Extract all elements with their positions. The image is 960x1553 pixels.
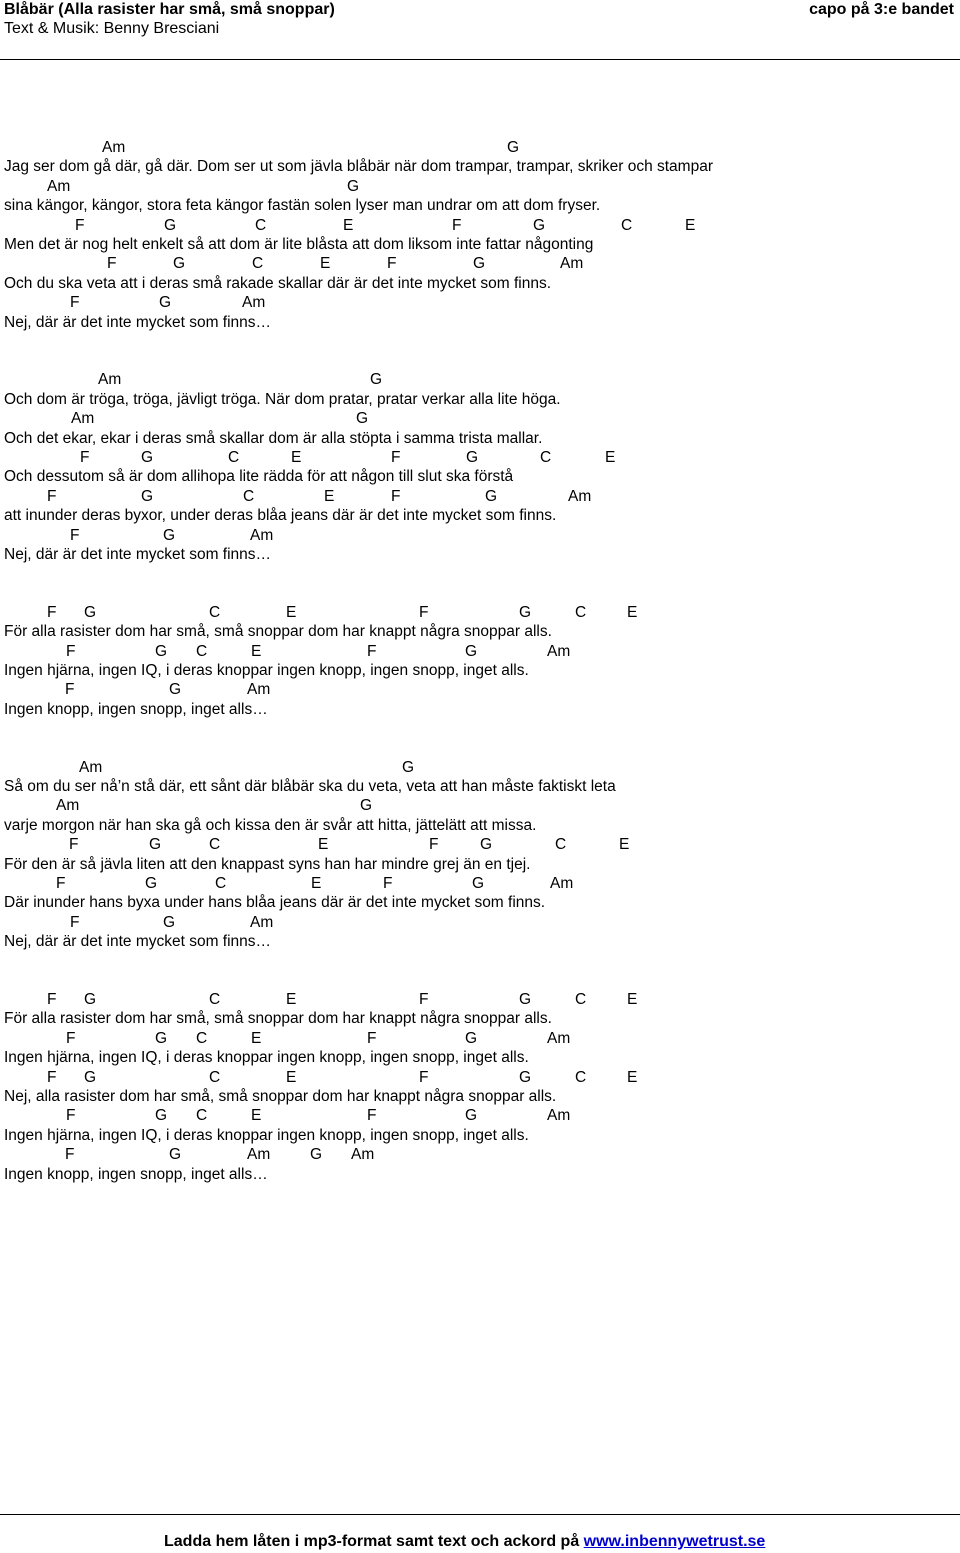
song-title: Blåbär (Alla rasister har små, små snoppar)	[4, 1, 335, 18]
chord: G	[169, 681, 182, 699]
chord-line	[4, 1068, 956, 1087]
chord: F	[66, 1029, 76, 1047]
lyric-line: Nej, där är det inte mycket som finns…	[4, 933, 272, 951]
chord: E	[286, 1068, 297, 1086]
chord: G	[141, 449, 154, 466]
website-link[interactable]: www.inbennywetrust.se	[583, 1533, 766, 1550]
chord: G	[533, 216, 546, 234]
chord: G	[145, 875, 158, 892]
chord: Am	[247, 1146, 271, 1164]
chord: F	[47, 1068, 57, 1086]
chord: F	[47, 603, 57, 621]
chord: G	[155, 642, 168, 660]
lyric-line: Ingen knopp, ingen snopp, inget alls…	[4, 1165, 268, 1183]
chord: G	[155, 1107, 168, 1125]
chord: F	[391, 449, 401, 466]
chord: E	[251, 1029, 262, 1047]
chord: F	[47, 991, 57, 1008]
chord: C	[209, 603, 221, 621]
chord-line	[4, 1145, 956, 1164]
lyric-line: Och dom är tröga, tröga, jävligt tröga. När dom pratar, pratar verkar alla lite höga.	[4, 390, 561, 408]
chord: E	[286, 603, 297, 621]
chord-line	[4, 487, 956, 506]
chord: Am	[250, 913, 274, 931]
chord: E	[627, 1068, 638, 1086]
chord: F	[70, 294, 80, 312]
chord: F	[419, 991, 429, 1008]
chord: C	[575, 1068, 587, 1086]
chord: G	[84, 603, 97, 621]
chord: C	[540, 449, 552, 466]
chord-line	[4, 603, 956, 622]
chord: G	[169, 1146, 182, 1164]
chord: E	[343, 216, 354, 234]
chord: F	[429, 836, 439, 854]
chord: Am	[250, 526, 274, 544]
lyric-line: Och du ska veta att i deras små rakade skallar där är det inte mycket som finns.	[4, 274, 552, 292]
chord: Am	[71, 410, 95, 428]
chord-line	[4, 758, 956, 777]
lyric-line: För alla rasister dom har små, små snoppar dom har knappt några snoppar alls.	[4, 1010, 552, 1028]
chord: F	[452, 216, 462, 234]
chord: G	[466, 449, 479, 466]
chord: G	[84, 1068, 97, 1086]
chord: Am	[47, 177, 71, 195]
footer-divider	[0, 1514, 960, 1515]
chord: E	[619, 836, 630, 854]
chord-line	[4, 1106, 956, 1125]
chord-line	[4, 177, 956, 196]
chord: C	[196, 642, 208, 660]
chord: G	[465, 1029, 478, 1047]
chord: Am	[547, 642, 571, 660]
chord-line	[4, 526, 956, 545]
chord: G	[347, 177, 360, 195]
chord: F	[391, 487, 401, 505]
chord: G	[465, 1107, 478, 1125]
chord: G	[519, 991, 532, 1008]
chord: F	[56, 875, 66, 892]
chord: E	[320, 255, 331, 273]
chord: Am	[550, 875, 574, 892]
chord: Am	[102, 139, 126, 156]
chord: Am	[351, 1146, 375, 1164]
lyric-line: För den är så jävla liten att den knappast syns han har mindre grej än en tjej.	[4, 855, 531, 873]
chord: G	[519, 603, 532, 621]
footer-text: Ladda hem låten i mp3-format samt text och ackord på	[164, 1533, 584, 1550]
chord: F	[47, 487, 57, 505]
chord: G	[141, 487, 154, 505]
chord-line	[4, 1029, 956, 1048]
chord: G	[356, 410, 369, 428]
chord: C	[575, 603, 587, 621]
chord: Am	[56, 797, 80, 815]
chord: G	[149, 836, 162, 854]
chord: F	[65, 681, 75, 699]
chord: F	[419, 1068, 429, 1086]
footer	[164, 1532, 765, 1551]
chord: F	[367, 1107, 377, 1125]
chord: C	[209, 836, 221, 854]
chord: F	[419, 603, 429, 621]
chord: E	[251, 1107, 262, 1125]
chord: Am	[242, 294, 266, 312]
lyric-line: Ingen hjärna, ingen IQ, i deras knoppar ingen knopp, ingen snopp, inget alls.	[4, 1049, 529, 1067]
chord: F	[66, 642, 76, 660]
chord: Am	[79, 758, 103, 776]
chord: F	[65, 1146, 75, 1164]
chord: C	[228, 449, 240, 466]
lyric-line: Där inunder hans byxa under hans blåa jeans där är det inte mycket som finns.	[4, 894, 546, 912]
lyric-line: För alla rasister dom har små, små snoppar dom har knappt några snoppar alls.	[4, 623, 552, 641]
chord: F	[80, 449, 90, 466]
chord-line	[4, 216, 956, 235]
chord: G	[402, 758, 415, 776]
chord: C	[243, 487, 255, 505]
chord: Am	[568, 487, 592, 505]
chord: G	[173, 255, 186, 273]
chord-line	[4, 254, 956, 273]
chord: E	[324, 487, 335, 505]
chord: G	[370, 371, 383, 389]
lyric-line: Ingen knopp, ingen snopp, inget alls…	[4, 700, 268, 718]
capo-note: capo på 3:e bandet	[809, 1, 954, 18]
lyric-line: varje morgon när han ska gå och kissa den är svår att hitta, jättelätt att missa.	[4, 816, 537, 834]
lyric-line: Och det ekar, ekar i deras små skallar dom är alla stöpta i samma trista mallar.	[4, 429, 543, 447]
chord-line	[4, 409, 956, 428]
chord: G	[473, 255, 486, 273]
chord: Am	[98, 371, 122, 389]
chord: G	[480, 836, 493, 854]
chord-line	[4, 835, 956, 854]
chord: C	[209, 1068, 221, 1086]
chord: G	[155, 1029, 168, 1047]
chord-line	[4, 990, 956, 1009]
chord: C	[555, 836, 567, 854]
chord: E	[605, 449, 616, 466]
chord: E	[251, 642, 262, 660]
chord: F	[75, 216, 85, 234]
chord: G	[164, 216, 177, 234]
chord: F	[387, 255, 397, 273]
chord: C	[196, 1107, 208, 1125]
chord: G	[159, 294, 172, 312]
chord: Am	[247, 681, 271, 699]
chord: G	[465, 642, 478, 660]
chord: E	[311, 875, 322, 892]
lyric-line: Nej, alla rasister dom har små, små snoppar dom har knappt några snoppar alls.	[4, 1088, 557, 1105]
chord: F	[70, 526, 80, 544]
lyric-line: Nej, där är det inte mycket som finns…	[4, 546, 272, 563]
chord: G	[472, 875, 485, 892]
chord: F	[367, 642, 377, 660]
chord: C	[209, 991, 221, 1008]
header-divider	[0, 59, 960, 60]
lyric-line: Ingen hjärna, ingen IQ, i deras knoppar ingen knopp, ingen snopp, inget alls.	[4, 662, 529, 679]
chord: Am	[560, 255, 584, 273]
chord: G	[507, 139, 520, 156]
chord: C	[215, 875, 227, 892]
lyric-line: Nej, där är det inte mycket som finns…	[4, 313, 272, 331]
chord: G	[163, 526, 176, 544]
chord: E	[291, 449, 302, 466]
chord: F	[69, 836, 79, 854]
chord-line	[4, 796, 956, 815]
lyric-line: Men det är nog helt enkelt så att dom är lite blåsta att dom liksom inte fattar någonting	[4, 236, 594, 253]
chord: G	[84, 991, 97, 1008]
chord-line	[4, 293, 956, 312]
lyric-line: Och dessutom så är dom allihopa lite rädda för att någon till slut ska förstå	[4, 468, 514, 486]
chord: F	[107, 255, 117, 273]
chord: C	[621, 216, 633, 234]
chord: G	[163, 913, 176, 931]
chord: Am	[547, 1107, 571, 1125]
chord: Am	[547, 1029, 571, 1047]
chord: F	[367, 1029, 377, 1047]
chord: C	[255, 216, 267, 234]
lyric-line: Ingen hjärna, ingen IQ, i deras knoppar ingen knopp, ingen snopp, inget alls.	[4, 1126, 529, 1144]
lyric-line: att inunder deras byxor, under deras blåa jeans där är det inte mycket som finns.	[4, 507, 557, 525]
chord: G	[485, 487, 498, 505]
song-credits: Text & Musik: Benny Bresciani	[4, 20, 220, 37]
chord: C	[252, 255, 264, 273]
chord: F	[66, 1107, 76, 1125]
chord: E	[627, 603, 638, 621]
chord: G	[360, 797, 373, 815]
chord-line	[4, 680, 956, 699]
chord: G	[519, 1068, 532, 1086]
chord-line	[4, 642, 956, 661]
chord-line	[4, 913, 956, 932]
chord: F	[383, 875, 393, 892]
chord-line	[4, 448, 956, 467]
chord-line	[4, 874, 956, 893]
chord: C	[575, 991, 587, 1008]
chord: G	[310, 1146, 323, 1164]
chord: E	[627, 991, 638, 1008]
chord: F	[70, 913, 80, 931]
chord: E	[286, 991, 297, 1008]
lyric-line: Så om du ser nå’n stå där, ett sånt där blåbär ska du veta, veta att han måste faktiskt leta	[4, 778, 616, 795]
chord-line	[4, 138, 956, 157]
chord-line	[4, 370, 956, 389]
chord: C	[196, 1029, 208, 1047]
lyric-line: Jag ser dom gå där, gå där. Dom ser ut som jävla blåbär när dom trampar, trampar, skriker och stampar	[4, 158, 713, 176]
chord: E	[318, 836, 329, 854]
chord: E	[685, 216, 696, 234]
lyric-line: sina kängor, kängor, stora feta kängor fastän solen lyser man undrar om att dom fryser.	[4, 197, 601, 215]
